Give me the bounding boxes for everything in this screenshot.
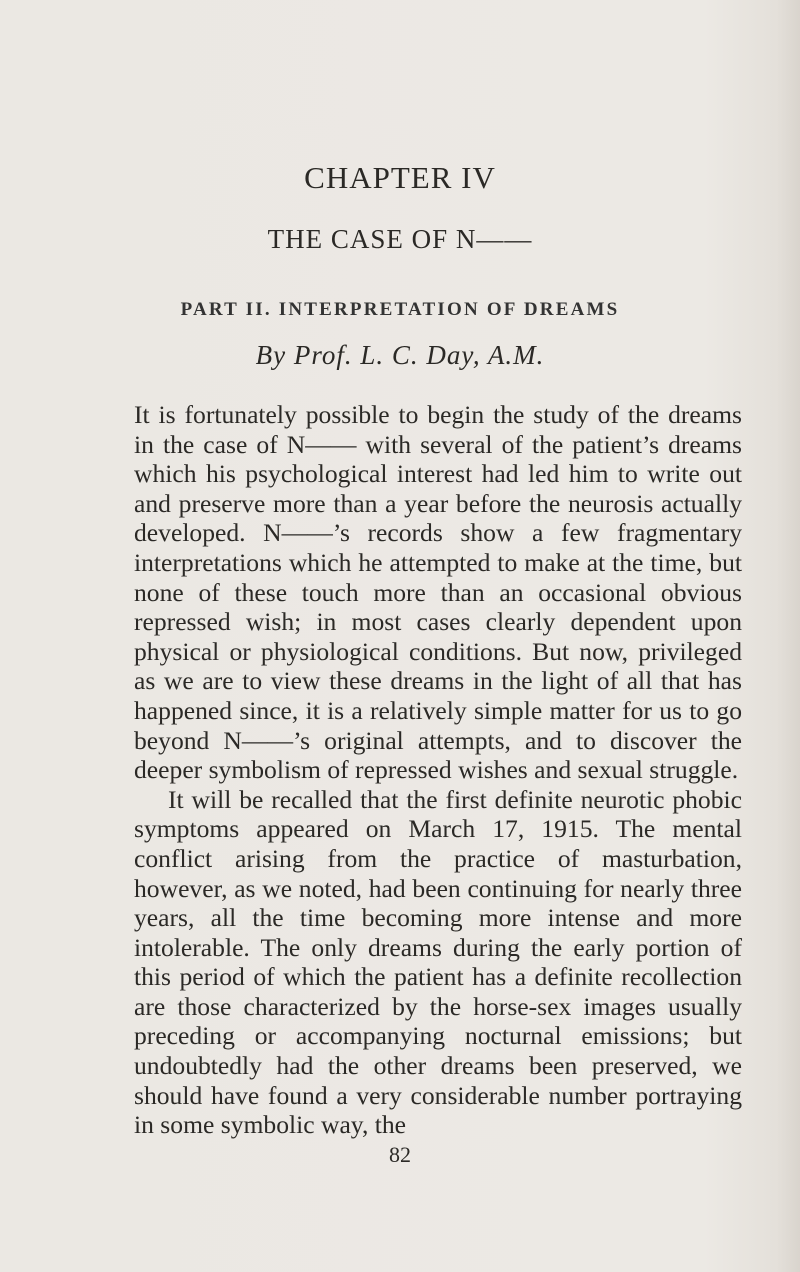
author-line: By Prof. L. C. Day, A.M. [255,340,545,370]
page-number: 82 [389,1142,411,1167]
paragraph: It will be recalled that the first definite neurotic phobic symptoms appeared on March 17, 1915. The mental conflict arising from the practice of masturbation, however, as we noted, had been continuing for nearly three years, all the time becoming more intense and more intolerable. The only dreams during the early portion of this period of which the patient has a definite recollection are those characterized by the horse-sex images usually preceding or accompanying nocturnal emissions; but undoubtedly had the other dreams been preserved, we should have found a very considerable number portraying in some symbolic way, the [134,784,742,1140]
chapter-heading: CHAPTER IV [304,160,496,195]
paragraph: It is fortunately possible to begin the study of the dreams in the case of N—— with several of the patient’s dreams which his psychological interest had led him to write out and preserve more than a year before the neurosis actually developed. N——’s records show a few fragmentary interpretations which he attempted to make at the time, but none of these touch more than an occasional obvious repressed wish; in most cases clearly dependent upon physical or physiological conditions. But now, privileged as we are to view these dreams in the light of all that has happened since, it is a relatively simple matter for us to go beyond N——’s original attempts, and to discover the deeper symbolism of repressed wishes and sexual struggle. [134,400,742,785]
body-text [134,400,742,1140]
part-heading: PART II. INTERPRETATION OF DREAMS [180,299,620,320]
chapter-title: THE CASE OF N—— [267,224,533,254]
